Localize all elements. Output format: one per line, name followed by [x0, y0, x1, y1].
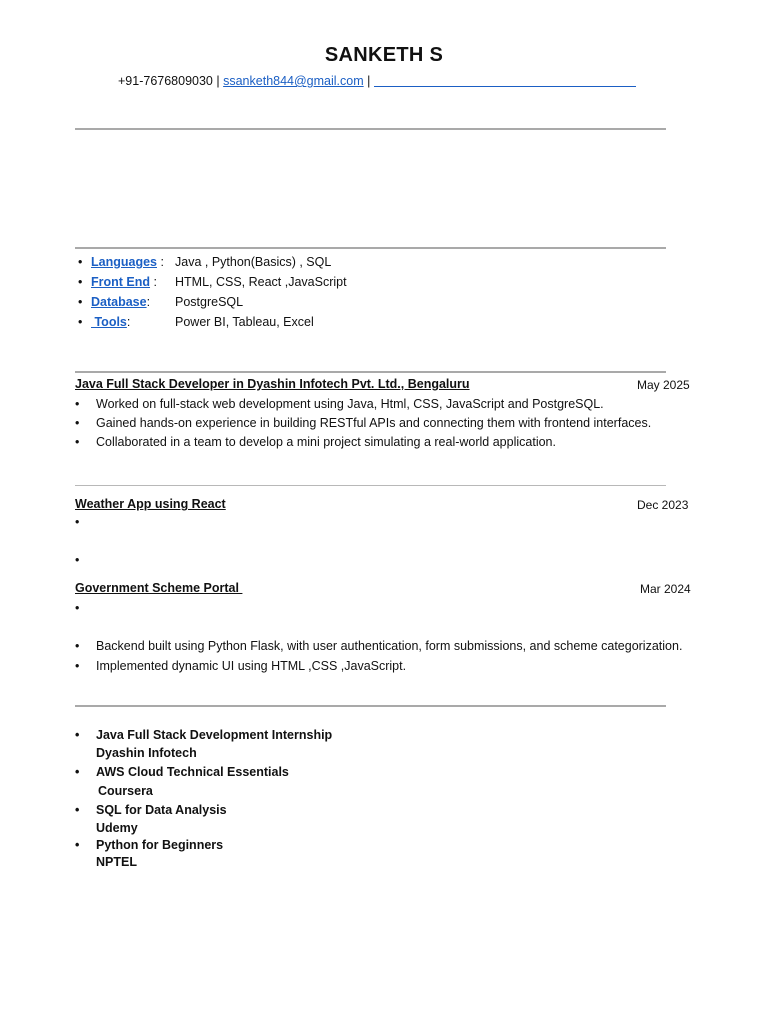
bullet: • — [75, 416, 80, 430]
bullet: • — [78, 295, 83, 309]
skill-label[interactable]: Languages — [91, 255, 157, 269]
project-title: Government Scheme Portal — [75, 581, 243, 595]
section-divider — [75, 371, 666, 373]
skill-value: Java , Python(Basics) , SQL — [175, 255, 332, 269]
certification-issuer: NPTEL — [96, 855, 137, 869]
bullet: • — [75, 728, 80, 742]
bullet: • — [75, 639, 80, 653]
contact-line — [118, 74, 636, 88]
section-divider — [75, 705, 666, 707]
candidate-name: SANKETH S — [324, 44, 444, 66]
bullet: • — [75, 803, 80, 817]
bullet: • — [75, 601, 80, 615]
project-bullet — [75, 601, 96, 615]
skill-separator: : — [126, 315, 131, 329]
experience-date: May 2025 — [637, 378, 690, 392]
project-title: Weather App using React — [75, 497, 226, 511]
phone-number: +91-7676809030 — [118, 74, 213, 88]
bullet: • — [75, 435, 80, 449]
experience-bullet — [75, 416, 651, 430]
bullet: • — [75, 553, 80, 567]
bullet-text: Worked on full-stack web development using Java, Html, CSS, JavaScript and PostgreSQL. — [96, 397, 604, 411]
skill-row-languages — [78, 255, 332, 269]
skill-row-database — [78, 295, 244, 309]
skill-label[interactable]: Tools — [91, 315, 127, 329]
certification-item — [75, 838, 223, 852]
certification-title: Python for Beginners — [96, 838, 224, 852]
certification-item — [75, 728, 332, 742]
certification-item — [75, 765, 289, 779]
certification-title: AWS Cloud Technical Essentials — [96, 765, 289, 779]
project-bullet — [75, 639, 682, 653]
project-date: Dec 2023 — [637, 498, 689, 512]
certification-issuer: Udemy — [96, 821, 138, 835]
project-bullet — [75, 659, 406, 673]
bullet: • — [75, 765, 80, 779]
project-date: Mar 2024 — [640, 582, 691, 596]
skill-separator: : — [146, 295, 151, 309]
bullet-text: Gained hands-on experience in building RESTful APIs and connecting them with frontend interfaces. — [96, 416, 652, 430]
experience-bullet — [75, 397, 604, 411]
section-divider — [75, 128, 666, 130]
section-divider — [75, 485, 666, 486]
skill-value: HTML, CSS, React ,JavaScript — [175, 275, 347, 289]
bullet: • — [78, 275, 83, 289]
certification-title: Java Full Stack Development Internship — [96, 728, 333, 742]
email-link[interactable]: ssanketh844@gmail.com — [223, 74, 364, 88]
bullet: • — [78, 255, 83, 269]
experience-title: Java Full Stack Developer in Dyashin Infotech Pvt. Ltd., Bengaluru — [75, 377, 470, 391]
certification-item — [75, 803, 227, 817]
skill-value: Power BI, Tableau, Excel — [175, 315, 314, 329]
bullet: • — [75, 515, 80, 529]
skill-label[interactable]: Front End — [91, 275, 151, 289]
bullet: • — [75, 838, 80, 852]
skill-value: PostgreSQL — [175, 295, 244, 309]
bullet: • — [78, 315, 83, 329]
experience-bullet — [75, 435, 556, 449]
bullet: • — [75, 397, 80, 411]
skill-separator: : — [157, 255, 164, 269]
certification-issuer: Coursera — [98, 784, 153, 798]
certification-title: SQL for Data Analysis — [96, 803, 227, 817]
bullet-text: Backend built using Python Flask, with user authentication, form submissions, and scheme categorization. — [96, 639, 683, 653]
project-bullet — [75, 553, 96, 567]
skill-separator: : — [150, 275, 157, 289]
section-divider — [75, 247, 666, 249]
empty-link[interactable] — [374, 74, 636, 87]
separator: | — [367, 74, 371, 88]
skill-label[interactable]: Database — [91, 295, 147, 309]
skill-row-tools — [78, 315, 314, 329]
bullet-text: Implemented dynamic UI using HTML ,CSS ,JavaScript. — [96, 659, 407, 673]
bullet: • — [75, 659, 80, 673]
skill-row-front-end — [78, 275, 347, 289]
bullet-text: Collaborated in a team to develop a mini project simulating a real-world application. — [96, 435, 556, 449]
certification-issuer: Dyashin Infotech — [96, 746, 197, 760]
project-bullet — [75, 515, 96, 529]
separator: | — [216, 74, 220, 88]
